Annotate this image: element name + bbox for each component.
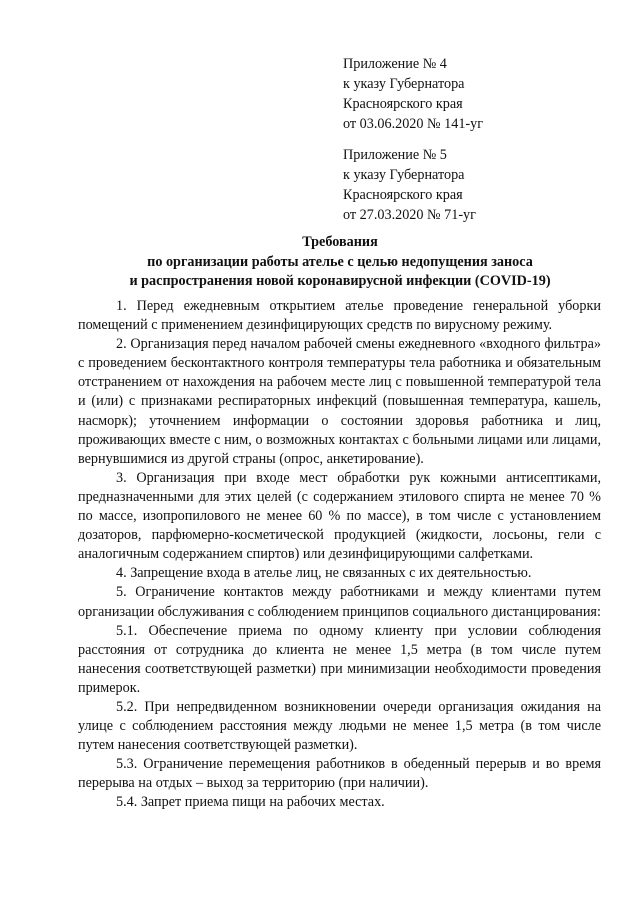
document-title (60, 233, 620, 292)
appendix-4-region: Красноярского края (343, 96, 463, 112)
paragraph-5: 5. Ограничение контактов между работниками и между клиентами путем организации обслуживания с соблюдением принципов социального дистанцирования: (78, 584, 601, 620)
appendix-4-ref: к указу Губернатора (343, 76, 465, 92)
paragraph-1: 1. Перед ежедневным открытием ателье проведение генеральной уборки помещений с применением дезинфицирующих средств по вирусному режиму. (78, 298, 601, 334)
paragraph-5-2: 5.2. При непредвиденном возникновении очереди организация ожидания на улице с соблюдением расстояния между людьми не менее 1,5 метра (в том числе путем нанесения соответствующей разметки). (78, 698, 601, 754)
appendix-5-region: Красноярского края (343, 187, 463, 203)
paragraph-3: 3. Организация при входе мест обработки рук кожными антисептиками, предназначенными для этих целей (с содержанием этилового спирта не менее 70 % по массе, изопропилового не менее 60 % по массе), в том числе с установлением дозаторов, парфюмерно-косметической продукцией (жидкости, лосьоны, гели с аналогичным содержанием спиртов) или дезинфицирующими салфетками. (78, 469, 601, 563)
requirements-body (78, 297, 601, 813)
title-heading: Требования (302, 234, 378, 250)
appendix-4-block (343, 54, 603, 134)
title-subheading-2: и распространения новой коронавирусной инфекции (COVID-19) (129, 273, 551, 289)
paragraph-5-1: 5.1. Обеспечение приема по одному клиенту при условии соблюдения расстояния от сотрудника до клиента не менее 1,5 метра (в том числе путем нанесения соответствующей разметки) при минимизации необходимости проведения примерок. (78, 622, 601, 696)
paragraph-2: 2. Организация перед началом рабочей смены ежедневного «входного фильтра» с проведением бесконтактного контроля температуры тела работника и обязательным отстранением от нахождения на рабочем месте лиц с повышенной температурой тела и (или) с признаками респираторных инфекций (повышенная температура, кашель, насморк); уточнением информации о состоянии здоровья работника и лиц, проживающих вместе с ним, о возможных контактах с больными лицами или лицами, вернувшимися из другой страны (опрос, анкетирование). (78, 336, 601, 467)
appendix-5-block (343, 145, 603, 225)
appendix-4-date: от 03.06.2020 № 141-уг (343, 116, 484, 132)
appendix-5-date: от 27.03.2020 № 71-уг (343, 207, 476, 223)
appendix-5-ref: к указу Губернатора (343, 167, 465, 183)
paragraph-5-3: 5.3. Ограничение перемещения работников в обеденный перерыв и во время перерыва на отдых – выход за территорию (при наличии). (78, 756, 601, 792)
paragraph-4: 4. Запрещение входа в ателье лиц, не связанных с их деятельностью. (116, 565, 532, 582)
title-subheading-1: по организации работы ателье с целью недопущения заноса (147, 253, 533, 270)
paragraph-5-4: 5.4. Запрет приема пищи на рабочих местах. (116, 794, 385, 811)
appendix-5-title: Приложение № 5 (343, 147, 447, 163)
appendix-4-title: Приложение № 4 (343, 56, 447, 72)
